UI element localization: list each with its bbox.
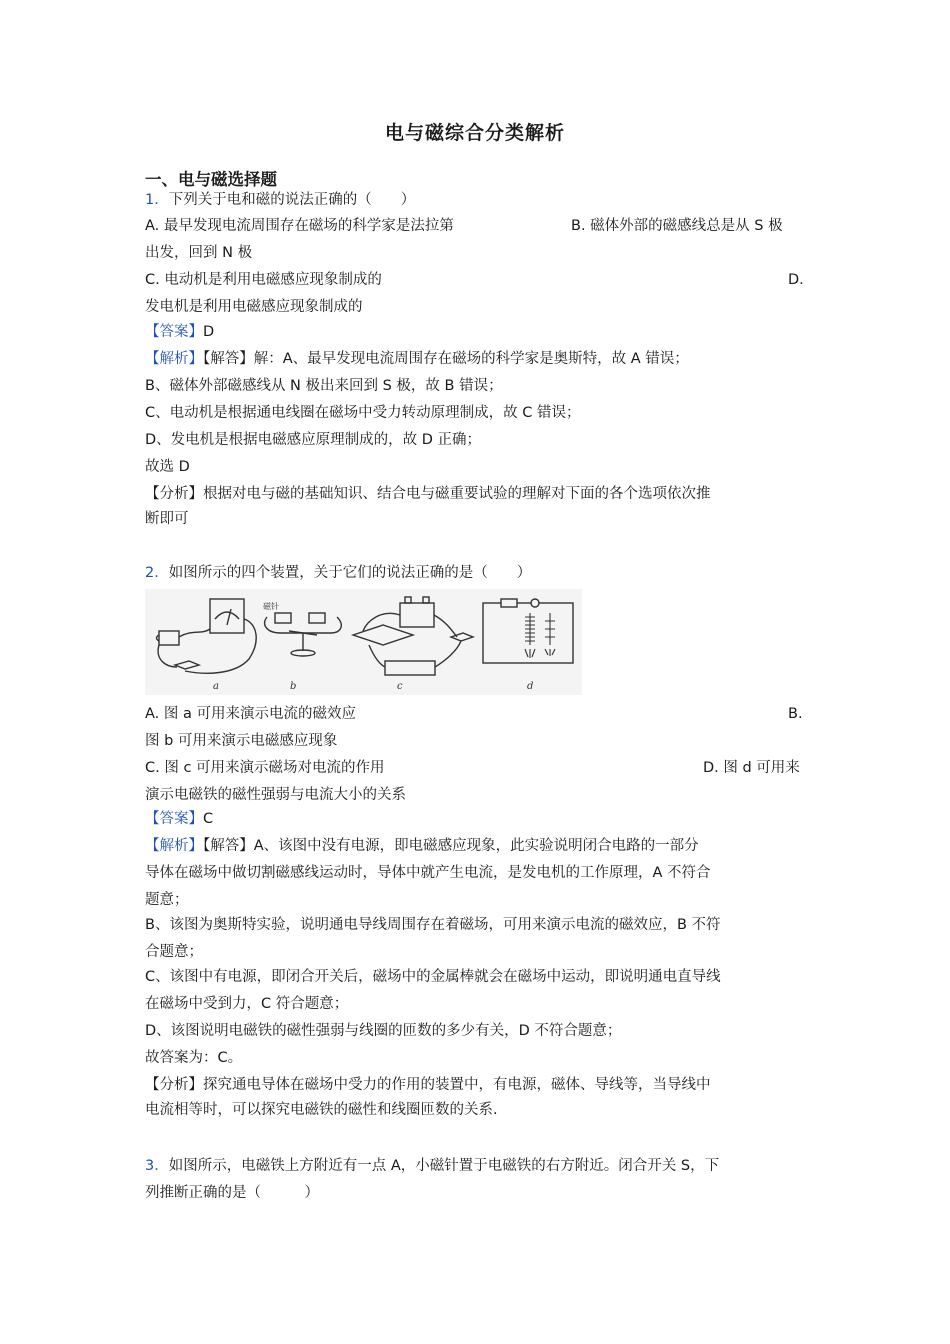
q2-analysis-8: D、该图说明电磁铁的磁性强弱与线圈的匝数的多少有关，D 不符合题意； [145,1023,622,1039]
q2-option-d-cont: 演示电磁铁的磁性强弱与电流大小的关系 [145,787,406,803]
q2-analysis-2: 导体在磁场中做切割磁感线运动时，导体中就产生电流，是发电机的工作原理，A 不符合 [145,865,711,881]
q1-option-b: B. 磁体外部的磁感线总是从 S 极 [571,218,783,234]
section-heading: 一、电与磁选择题 [145,170,277,189]
q1-fenxi-1: 【分析】根据对电与磁的基础知识、结合电与磁重要试验的理解对下面的各个选项依次推 [145,486,711,502]
answer-label: 【答案】 [145,811,203,827]
q2-analysis-7: 在磁场中受到力，C 符合题意； [145,996,349,1012]
page-title: 电与磁综合分类解析 [384,122,565,144]
q1-analysis-4: D、发电机是根据电磁感应原理制成的，故 D 正确； [145,432,482,448]
answer-label: 【答案】 [145,324,203,340]
q2-answer [145,809,807,829]
q1-answer [145,322,807,342]
question-1-number: 1． [145,192,169,208]
q2-fenxi-2: 电流相等时，可以探究电磁铁的磁性和线圈匝数的关系. [145,1102,498,1118]
question-3-stem [145,1156,807,1176]
q2-analysis-3: 题意； [145,892,189,908]
q2-analysis-1 [145,836,807,856]
analysis-text: 【解答】A、该图中没有电源，即电磁感应现象，此实验说明闭合电路的一部分 [203,838,699,854]
answer-value: C [203,811,214,827]
magnet-c [353,625,413,645]
figure-b-text: 磁针 [263,602,279,611]
figure-label-a: a [213,681,219,692]
q2-option-c: C. 图 c 可用来演示磁场对电流的作用 [145,760,385,776]
figure-label-c: c [397,681,403,692]
q1-analysis-3: C、电动机是根据通电线圈在磁场中受力转动原理制成，故 C 错误； [145,405,581,421]
q2-option-b-cont: 图 b 可用来演示电磁感应现象 [145,733,338,749]
analysis-label: 【解析】 [145,351,203,367]
analysis-label: 【解析】 [145,838,203,854]
q1-option-d: D. [788,272,804,288]
q2-option-a: A. 图 a 可用来演示电流的磁效应 [145,706,356,722]
galvanometer-shape [210,599,244,633]
question-2-stem [145,563,807,583]
q2-analysis-5: 合题意； [145,944,203,960]
q1-analysis-5: 故选 D [145,459,190,475]
magnet-shape [159,631,179,645]
apparatus-figure [145,589,582,695]
question-3-text: 如图所示，电磁铁上方附近有一点 A，小磁针置于电磁铁的右方附近。闭合开关 S，下 [168,1158,720,1174]
question-3-number: 3． [145,1158,169,1174]
q1-option-d-cont: 发电机是利用电磁感应现象制成的 [145,299,363,315]
q2-fenxi-1: 【分析】探究通电导体在磁场中受力的作用的装置中，有电源，磁体、导线等，当导线中 [145,1077,711,1093]
question-1-text: 下列关于电和磁的说法正确的（ ） [168,192,416,208]
figure-label-d: d [527,681,534,692]
rheostat-c [385,661,435,675]
q1-fenxi-2: 断即可 [145,511,189,527]
q1-option-c: C. 电动机是利用电磁感应现象制成的 [145,272,382,288]
wire-loop-b [265,617,342,633]
question-2-number: 2． [145,565,169,581]
q1-analysis-1 [145,349,807,369]
battery-c [400,603,434,627]
q2-analysis-9: 故答案为：C。 [145,1050,243,1066]
apparatus-drawing [145,589,582,695]
q2-option-d: D. 图 d 可用来 [703,760,800,776]
q1-option-a: A. 最早发现电流周围存在磁场的科学家是法拉第 [145,218,454,234]
question-3-stem-cont: 列推断正确的是（ ） [145,1185,319,1201]
q1-analysis-2: B、磁体外部磁感线从 N 极出来回到 S 极，故 B 错误； [145,378,503,394]
analysis-text: 【解答】解：A、最早发现电流周围存在磁场的科学家是奥斯特，故 A 错误； [203,351,689,367]
figure-label-b: b [290,681,297,692]
q2-analysis-6: C、该图中有电源，即闭合开关后，磁场中的金属棒就会在磁场中运动，即说明通电直导线 [145,969,721,985]
q2-analysis-4: B、该图为奥斯特实验，说明通电导线周围存在着磁场，可用来演示电流的磁效应，B 不符 [145,917,721,933]
switch-a [175,661,199,669]
q1-option-b-cont: 出发，回到 N 极 [145,245,253,261]
q2-option-b: B. [788,706,803,722]
question-2-text: 如图所示的四个装置，关于它们的说法正确的是（ ） [168,565,532,581]
question-1-stem [145,190,807,210]
answer-value: D [203,324,215,340]
